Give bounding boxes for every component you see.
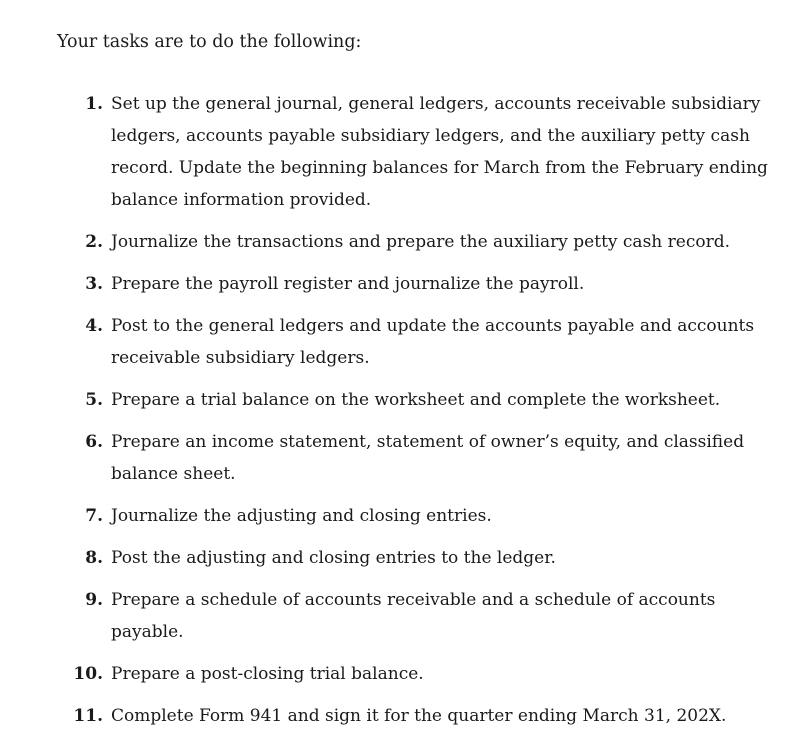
task-number: 3. — [85, 274, 103, 294]
task-text: Prepare the payroll register and journalize the payroll. — [111, 274, 585, 294]
task-item — [68, 700, 768, 732]
task-item — [68, 584, 768, 648]
task-item — [68, 500, 768, 532]
intro-text: Your tasks are to do the following: — [57, 32, 362, 52]
task-item — [68, 268, 768, 300]
task-number: 11. — [73, 706, 103, 726]
task-text: Prepare an income statement, statement of owner’s equity, and classified balance sheet. — [111, 432, 745, 484]
task-number: 8. — [85, 548, 103, 568]
task-text: Post to the general ledgers and update the accounts payable and accounts receivable subsidiary ledgers. — [111, 316, 755, 368]
task-text: Prepare a trial balance on the worksheet and complete the worksheet. — [111, 390, 721, 410]
task-number: 5. — [85, 390, 103, 410]
task-number: 10. — [73, 664, 103, 684]
task-item — [68, 426, 768, 490]
task-list — [68, 88, 768, 742]
task-text: Set up the general journal, general ledgers, accounts receivable subsidiary ledgers, accounts payable subsidiary ledgers, and the auxiliary petty cash record. Update the beginning balances for March from the February ending balance information provided. — [111, 94, 768, 210]
task-text: Post the adjusting and closing entries to the ledger. — [111, 548, 556, 568]
task-number: 4. — [85, 316, 103, 336]
task-number: 7. — [85, 506, 103, 526]
task-number: 1. — [85, 94, 103, 114]
task-item — [68, 226, 768, 258]
task-text: Complete Form 941 and sign it for the quarter ending March 31, 202X. — [111, 706, 727, 726]
task-number: 6. — [85, 432, 103, 452]
task-number: 9. — [85, 590, 103, 610]
task-text: Journalize the transactions and prepare the auxiliary petty cash record. — [111, 232, 730, 252]
task-text: Prepare a schedule of accounts receivable and a schedule of accounts payable. — [111, 590, 716, 642]
task-text: Journalize the adjusting and closing entries. — [111, 506, 492, 526]
task-item — [68, 384, 768, 416]
task-text: Prepare a post-closing trial balance. — [111, 664, 424, 684]
task-item — [68, 658, 768, 690]
task-number: 2. — [85, 232, 103, 252]
task-item — [68, 88, 768, 216]
task-item — [68, 542, 768, 574]
task-item — [68, 310, 768, 374]
